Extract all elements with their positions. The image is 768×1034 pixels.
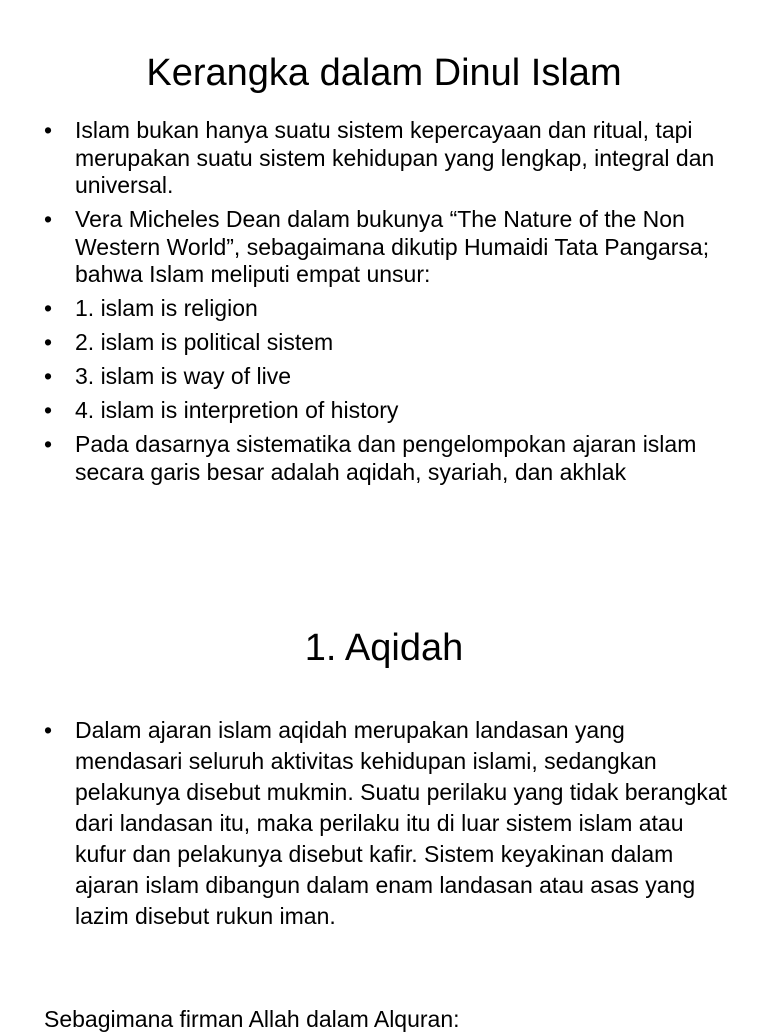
bullet-dot-icon: • (44, 397, 53, 423)
bullet-text: 1. islam is religion (75, 295, 258, 321)
bullet-dot-icon: • (44, 117, 53, 143)
slide-title: Kerangka dalam Dinul Islam (146, 52, 622, 94)
bullet-item (44, 206, 734, 289)
bullet-item (44, 431, 734, 486)
bullet-text: Vera Micheles Dean dalam bukunya “The Nature of the Non Western World”, sebagaimana dikutip Humaidi Tata Pangarsa; bahwa Islam meliputi empat unsur: (75, 206, 710, 287)
bullet-item (44, 715, 734, 932)
bullet-dot-icon: • (44, 329, 53, 355)
bullet-item (44, 329, 734, 357)
bullet-dot-icon: • (44, 206, 53, 232)
bullet-item (44, 397, 734, 425)
bullet-item (44, 363, 734, 391)
bullet-dot-icon: • (44, 717, 53, 743)
bullet-dot-icon: • (44, 363, 53, 389)
bullet-item (44, 295, 734, 323)
bullet-text: Pada dasarnya sistematika dan pengelompokan ajaran islam secara garis besar adalah aqidah, syariah, dan akhlak (75, 431, 697, 485)
bullet-item (44, 117, 734, 200)
bullet-text: 3. islam is way of live (75, 363, 292, 389)
bullet-text: Islam bukan hanya suatu sistem kepercayaan dan ritual, tapi merupakan suatu sistem kehidupan yang lengkap, integral dan universal. (75, 117, 715, 198)
bullet-text: 4. islam is interpretion of history (75, 397, 399, 423)
bullet-dot-icon: • (44, 431, 53, 457)
bullet-text: Dalam ajaran islam aqidah merupakan landasan yang mendasari seluruh aktivitas kehidupan islami, sedangkan pelakunya disebut mukmin. Suatu perilaku yang tidak berangkat dari landasan itu, maka perilaku itu di luar sistem islam atau kufur dan pelakunya disebut kafir. Sistem keyakinan dalam ajaran islam dibangun dalam enam landasan atau asas yang lazim disebut rukun iman. (75, 717, 728, 929)
bullet-list (44, 117, 734, 493)
bullet-text: 2. islam is political sistem (75, 329, 334, 355)
section-title: 1. Aqidah (304, 627, 464, 669)
bullet-dot-icon: • (44, 295, 53, 321)
closing-text: Sebagimana firman Allah dalam Alquran: (44, 1006, 460, 1032)
bullet-list (44, 715, 734, 932)
